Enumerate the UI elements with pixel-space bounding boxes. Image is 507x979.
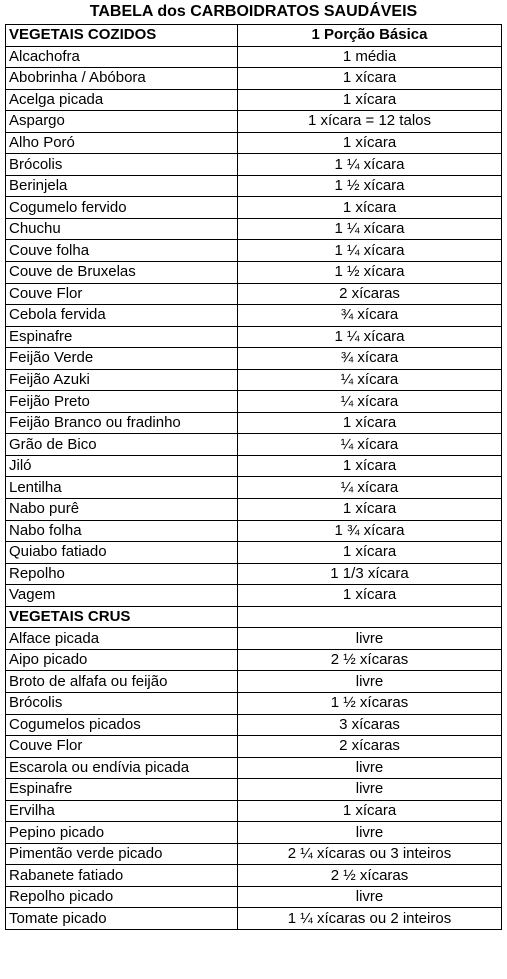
- portion-value: 1 ½ xícaras: [238, 692, 502, 714]
- table-row: [6, 412, 502, 434]
- table-row: [6, 218, 502, 240]
- vegetable-name: Pimentão verde picado: [6, 843, 238, 865]
- table-row: [6, 477, 502, 499]
- vegetable-name: Cogumelos picados: [6, 714, 238, 736]
- table-row: [6, 542, 502, 564]
- portion-value: 1 ½ xícara: [238, 262, 502, 284]
- portion-value: 1 ¼ xícara: [238, 154, 502, 176]
- section-header-crus: VEGETAIS CRUS: [6, 606, 238, 628]
- vegetable-name: Alface picada: [6, 628, 238, 650]
- portion-value: livre: [238, 779, 502, 801]
- vegetable-name: Cogumelo fervido: [6, 197, 238, 219]
- portion-value: ¼ xícara: [238, 369, 502, 391]
- table-row: [6, 455, 502, 477]
- portion-value: ¼ xícara: [238, 434, 502, 456]
- portion-value: 1 média: [238, 46, 502, 68]
- portion-value: ¼ xícara: [238, 391, 502, 413]
- vegetable-name: Tomate picado: [6, 908, 238, 930]
- portion-value: ¼ xícara: [238, 477, 502, 499]
- portion-value: 1 xícara: [238, 132, 502, 154]
- table-row: [6, 154, 502, 176]
- portion-value: 1 ¾ xícara: [238, 520, 502, 542]
- table-row: [6, 779, 502, 801]
- portion-value: 1 xícara: [238, 412, 502, 434]
- vegetable-name: Quiabo fatiado: [6, 542, 238, 564]
- vegetable-name: Cebola fervida: [6, 305, 238, 327]
- portion-value: 1 xícara: [238, 68, 502, 90]
- vegetable-name: Repolho picado: [6, 886, 238, 908]
- portion-value: 2 xícaras: [238, 283, 502, 305]
- table-row: [6, 434, 502, 456]
- table-row: [6, 736, 502, 758]
- portion-value: 1 ½ xícara: [238, 175, 502, 197]
- table-row: [6, 499, 502, 521]
- vegetable-name: Nabo purê: [6, 499, 238, 521]
- header-cozidos: VEGETAIS COZIDOS: [6, 25, 238, 47]
- portion-value: ¾ xícara: [238, 348, 502, 370]
- table-row: [6, 757, 502, 779]
- table-row: [6, 305, 502, 327]
- portion-value: 1 ¼ xícaras ou 2 inteiros: [238, 908, 502, 930]
- vegetable-name: Espinafre: [6, 779, 238, 801]
- table-row: [6, 714, 502, 736]
- vegetable-name: Pepino picado: [6, 822, 238, 844]
- vegetable-name: Aspargo: [6, 111, 238, 133]
- vegetable-name: Feijão Verde: [6, 348, 238, 370]
- vegetable-name: Escarola ou endívia picada: [6, 757, 238, 779]
- section-header-empty-cell: [238, 606, 502, 628]
- table-row: [6, 843, 502, 865]
- portion-value: livre: [238, 628, 502, 650]
- table-row: [6, 132, 502, 154]
- vegetable-name: Couve Flor: [6, 736, 238, 758]
- portion-value: 1 xícara = 12 talos: [238, 111, 502, 133]
- table-row: [6, 326, 502, 348]
- vegetable-name: Repolho: [6, 563, 238, 585]
- table-row: [6, 520, 502, 542]
- vegetable-name: Acelga picada: [6, 89, 238, 111]
- table-row: [6, 671, 502, 693]
- header-porcao: 1 Porção Básica: [238, 25, 502, 47]
- vegetable-name: Grão de Bico: [6, 434, 238, 456]
- table-row: [6, 886, 502, 908]
- portion-value: livre: [238, 671, 502, 693]
- vegetable-name: Berinjela: [6, 175, 238, 197]
- portion-value: 3 xícaras: [238, 714, 502, 736]
- table-row: [6, 563, 502, 585]
- carb-table-body: [6, 25, 502, 930]
- portion-value: ¾ xícara: [238, 305, 502, 327]
- table-row: [6, 89, 502, 111]
- vegetable-name: Vagem: [6, 585, 238, 607]
- vegetable-name: Couve folha: [6, 240, 238, 262]
- portion-value: 2 xícaras: [238, 736, 502, 758]
- portion-value: 1 1/3 xícara: [238, 563, 502, 585]
- portion-value: 1 ¼ xícara: [238, 240, 502, 262]
- vegetable-name: Alho Poró: [6, 132, 238, 154]
- portion-value: 1 xícara: [238, 585, 502, 607]
- table-row: [6, 175, 502, 197]
- portion-value: 1 xícara: [238, 197, 502, 219]
- portion-value: 1 xícara: [238, 800, 502, 822]
- table-row: [6, 111, 502, 133]
- portion-value: livre: [238, 886, 502, 908]
- vegetable-name: Jiló: [6, 455, 238, 477]
- table-row: [6, 348, 502, 370]
- vegetable-name: Brócolis: [6, 692, 238, 714]
- portion-value: livre: [238, 757, 502, 779]
- vegetable-name: Rabanete fatiado: [6, 865, 238, 887]
- vegetable-name: Feijão Branco ou fradinho: [6, 412, 238, 434]
- table-row: [6, 908, 502, 930]
- table-row: [6, 391, 502, 413]
- vegetable-name: Alcachofra: [6, 46, 238, 68]
- table-row: [6, 649, 502, 671]
- table-row: [6, 46, 502, 68]
- vegetable-name: Abobrinha / Abóbora: [6, 68, 238, 90]
- carb-table: [5, 24, 502, 930]
- table-row: [6, 800, 502, 822]
- vegetable-name: Feijão Azuki: [6, 369, 238, 391]
- table-row: [6, 197, 502, 219]
- vegetable-name: Chuchu: [6, 218, 238, 240]
- vegetable-name: Espinafre: [6, 326, 238, 348]
- section-header-row: [6, 606, 502, 628]
- page-title: TABELA dos CARBOIDRATOS SAUDÁVEIS: [89, 3, 418, 20]
- table-header-row: [6, 25, 502, 47]
- table-row: [6, 240, 502, 262]
- table-row: [6, 692, 502, 714]
- portion-value: livre: [238, 822, 502, 844]
- vegetable-name: Broto de alfafa ou feijão: [6, 671, 238, 693]
- portion-value: 1 xícara: [238, 455, 502, 477]
- table-row: [6, 262, 502, 284]
- vegetable-name: Nabo folha: [6, 520, 238, 542]
- vegetable-name: Couve Flor: [6, 283, 238, 305]
- vegetable-name: Feijão Preto: [6, 391, 238, 413]
- vegetable-name: Aipo picado: [6, 649, 238, 671]
- table-row: [6, 585, 502, 607]
- table-row: [6, 865, 502, 887]
- table-row: [6, 822, 502, 844]
- portion-value: 2 ½ xícaras: [238, 649, 502, 671]
- table-row: [6, 369, 502, 391]
- vegetable-name: Ervilha: [6, 800, 238, 822]
- portion-value: 2 ½ xícaras: [238, 865, 502, 887]
- table-row: [6, 628, 502, 650]
- portion-value: 2 ¼ xícaras ou 3 inteiros: [238, 843, 502, 865]
- portion-value: 1 ¼ xícara: [238, 326, 502, 348]
- vegetable-name: Lentilha: [6, 477, 238, 499]
- portion-value: 1 xícara: [238, 499, 502, 521]
- table-row: [6, 283, 502, 305]
- portion-value: 1 ¼ xícara: [238, 218, 502, 240]
- vegetable-name: Couve de Bruxelas: [6, 262, 238, 284]
- table-row: [6, 68, 502, 90]
- portion-value: 1 xícara: [238, 89, 502, 111]
- vegetable-name: Brócolis: [6, 154, 238, 176]
- portion-value: 1 xícara: [238, 542, 502, 564]
